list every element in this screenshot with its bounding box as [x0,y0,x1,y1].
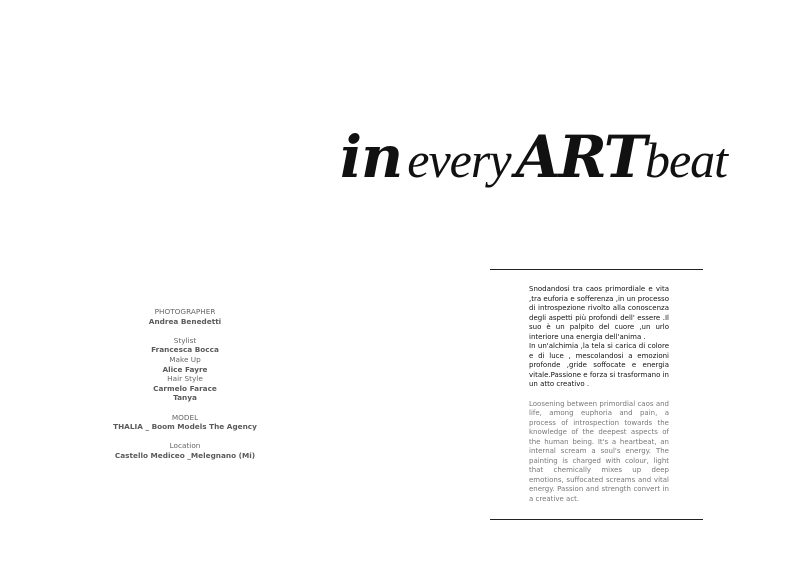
headline-word-every: every [407,132,511,188]
photographer-label: PHOTOGRAPHER [154,307,216,316]
stylist-name: Francesca Bocca [151,345,219,355]
photographer-name: Andrea Benedetti [148,316,222,326]
makeup-label: Make Up [169,354,201,364]
headline-word-in: in [340,123,403,191]
location-label: Location [169,441,201,451]
hair-name-1: Carmelo Farace [153,383,217,393]
model-name: THALIA _ Boom Models The Agency [113,422,257,432]
stylist-label: Stylist [173,335,197,345]
credits-block [100,307,270,461]
italian-paragraph-2: In un'alchimia ,la tela si carica di colore e di luce , mescolandosi a emozioni profonde ,gride soffocate e energia vitale.Passione e forza si trasformano in un atto creativo . [529,342,669,388]
makeup-name: Alice Fayre [162,364,208,374]
headline-word-beat: beat [644,132,728,188]
article-text [529,285,669,504]
location-name: Castello Mediceo _Melegnano (Mi) [114,450,256,460]
hair-name-2: Tanya [173,393,197,403]
bottom-divider [490,519,703,520]
headline-word-art: ART [515,123,645,191]
headline [340,123,780,191]
top-divider [490,269,703,270]
italian-paragraph-1: Snodandosi tra caos primordiale e vita ,tra euforia e sofferenza ,in un processo di introspezione rivolto alla conoscenza degli aspetti più profondi dell' essere .Il suo è un palpito del cuore ,un urlo interiore una energia dell'anima . [529,285,669,341]
model-label: MODEL [171,412,199,422]
english-paragraph: Loosening between primordial caos and life, among euphoria and pain, a process of introspection towards the knowledge of the deepest aspects of the human being. It's a heartbeat, an internal scream a soul's energy. The painting is charged with colour, light that chemically mixes up deep emotions, suffocated screams and vital energy. Passion and strength convert in a creative act. [529,399,669,503]
hair-label: Hair Style [167,374,203,384]
